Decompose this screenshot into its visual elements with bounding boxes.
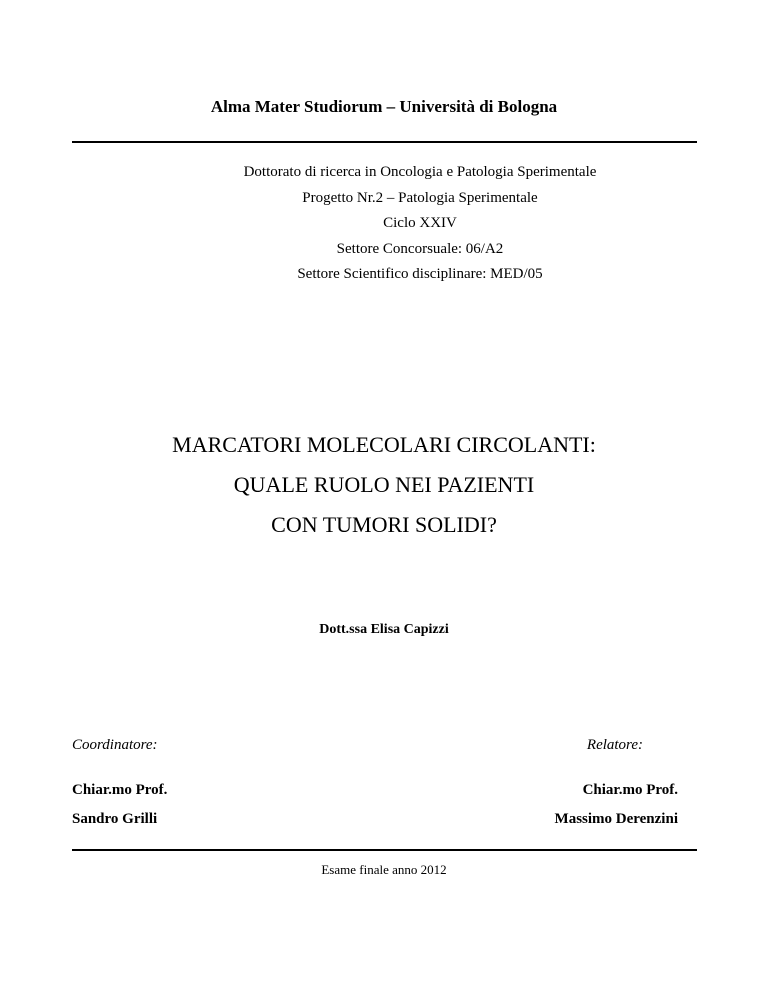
program-doctorate: Dottorato di ricerca in Oncologia e Patologia Sperimentale (243, 164, 597, 180)
coordinator-name: Sandro Grilli (72, 811, 158, 827)
supervisor-block (555, 776, 678, 834)
coordinator-label: Coordinatore: (72, 737, 158, 753)
thesis-title-line-3: CON TUMORI SOLIDI? (271, 512, 497, 537)
thesis-title-line-1: MARCATORI MOLECOLARI CIRCOLANTI: (172, 432, 596, 457)
coordinator-honorific: Chiar.mo Prof. (72, 782, 168, 798)
supervisor-label: Relatore: (586, 737, 643, 753)
thesis-title-line-2: QUALE RUOLO NEI PAZIENTI (233, 472, 535, 497)
bottom-divider (72, 849, 697, 851)
program-sector: Settore Concorsuale: 06/A2 (336, 240, 504, 257)
author-name: Dott.ssa Elisa Capizzi (319, 622, 449, 637)
program-discipline: Settore Scientifico disciplinare: MED/05 (297, 266, 543, 282)
program-project: Progetto Nr.2 – Patologia Sperimentale (302, 189, 538, 206)
thesis-title (0, 425, 768, 545)
program-cycle: Ciclo XXIV (383, 215, 457, 231)
university-name: Alma Mater Studiorum – Università di Bologna (210, 97, 558, 116)
top-divider (72, 141, 697, 143)
supervisor-name: Massimo Derenzini (554, 811, 678, 827)
exam-year: Esame finale anno 2012 (321, 862, 447, 877)
program-info (190, 160, 650, 288)
supervisor-honorific: Chiar.mo Prof. (582, 782, 678, 798)
coordinator-block (72, 776, 167, 834)
